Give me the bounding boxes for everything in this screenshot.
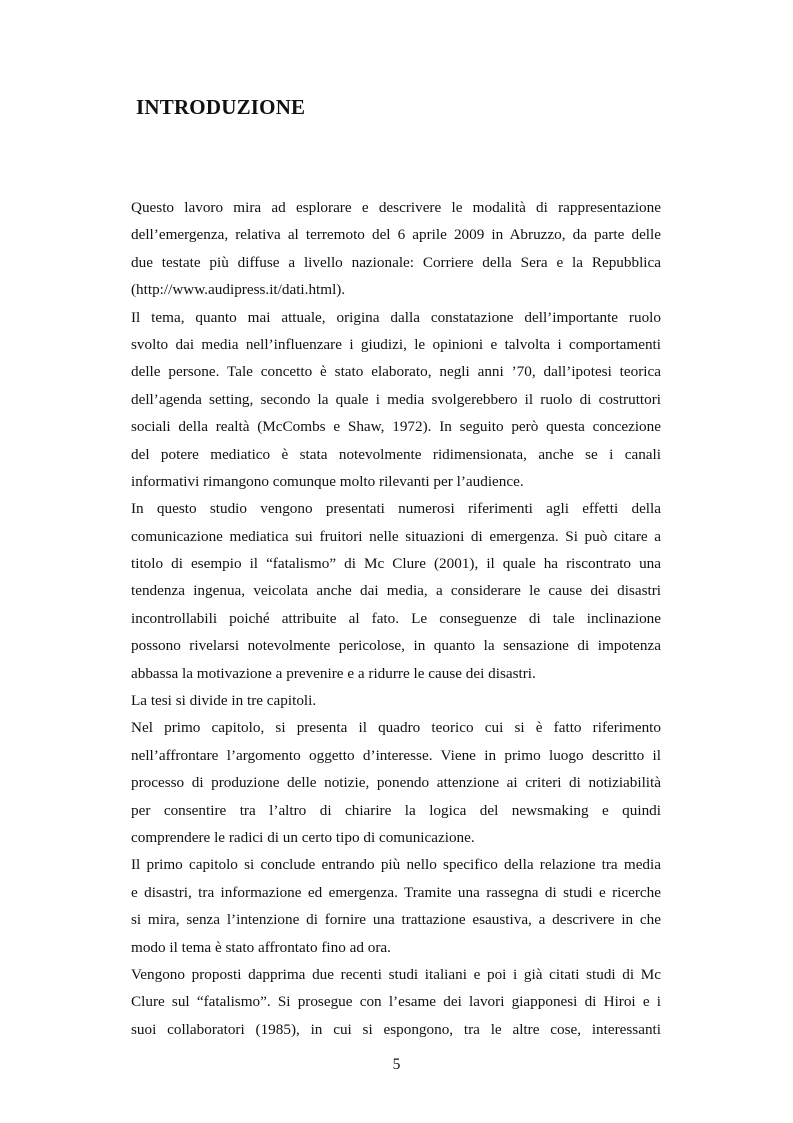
- text-line: possono rivelarsi notevolmente pericolose, in quanto la sensazione di impotenza: [131, 637, 661, 655]
- text-line: incontrollabili poiché attribuite al fato. Le conseguenze di tale inclinazione: [131, 609, 661, 627]
- text-line: Il primo capitolo si conclude entrando più nello specifico della relazione tra media: [131, 856, 661, 874]
- text-line: Questo lavoro mira ad esplorare e descrivere le modalità di rappresentazione: [131, 199, 661, 216]
- text-line: dell’emergenza, relativa al terremoto del 6 aprile 2009 in Abruzzo, da parte delle: [131, 226, 661, 244]
- text-line: modo il tema è stato affrontato fino ad ora.: [131, 938, 391, 956]
- text-line: Vengono proposti dapprima due recenti studi italiani e poi i già citati studi di Mc: [131, 965, 661, 983]
- text-line: informativi rimangono comunque molto rilevanti per l’audience.: [131, 472, 524, 490]
- text-line: e disastri, tra informazione ed emergenza. Tramite una rassegna di studi e ricerche: [131, 883, 661, 901]
- text-line: comprendere le radici di un certo tipo di comunicazione.: [131, 828, 475, 846]
- text-line: svolto dai media nell’influenzare i giudizi, le opinioni e talvolta i comportamenti: [131, 335, 661, 353]
- text-line: del potere mediatico è stata notevolmente ridimensionata, anche se i canali: [131, 445, 661, 463]
- text-line: Il tema, quanto mai attuale, origina dalla constatazione dell’importante ruolo: [131, 308, 661, 326]
- text-line: delle persone. Tale concetto è stato elaborato, negli anni ’70, dall’ipotesi teorica: [131, 363, 661, 381]
- text-line: tendenza ingenua, veicolata anche dai media, a considerare le cause dei disastri: [131, 582, 661, 600]
- text-line: titolo di esempio il “fatalismo” di Mc Clure (2001), il quale ha riscontrato una: [131, 555, 661, 573]
- text-line: sociali della realtà (McCombs e Shaw, 1972). In seguito però questa concezione: [131, 418, 661, 436]
- text-line: comunicazione mediatica sui fruitori nelle situazioni di emergenza. Si può citare a: [131, 527, 661, 545]
- text-line: due testate più diffuse a livello nazionale: Corriere della Sera e la Repubblica: [131, 253, 661, 271]
- page-number: 5: [392, 1056, 401, 1073]
- text-line: (http://www.audipress.it/dati.html).: [131, 281, 346, 299]
- text-line: suoi collaboratori (1985), in cui si espongono, tra le altre cose, interessanti: [131, 1020, 661, 1038]
- body-text: [131, 194, 661, 1043]
- text-line: nell’affrontare l’argomento oggetto d’interesse. Viene in primo luogo descritto il: [131, 746, 661, 764]
- text-line: si mira, senza l’intenzione di fornire una trattazione esaustiva, a descrivere in che: [131, 911, 661, 929]
- chapter-title: INTRODUZIONE: [136, 95, 306, 119]
- text-line: La tesi si divide in tre capitoli.: [131, 692, 317, 710]
- text-line: processo di produzione delle notizie, ponendo attenzione ai criteri di notiziabilità: [131, 774, 661, 792]
- text-line: per consentire tra l’altro di chiarire la logica del newsmaking e quindi: [131, 801, 661, 819]
- text-line: dell’agenda setting, secondo la quale i media svolgerebbero il ruolo di costruttori: [131, 390, 661, 408]
- text-line: In questo studio vengono presentati numerosi riferimenti agli effetti della: [131, 500, 661, 518]
- text-line: abbassa la motivazione a prevenire e a ridurre le cause dei disastri.: [131, 664, 536, 682]
- text-line: Nel primo capitolo, si presenta il quadro teorico cui si è fatto riferimento: [131, 719, 661, 737]
- text-line: Clure sul “fatalismo”. Si prosegue con l’esame dei lavori giapponesi di Hiroi e i: [131, 993, 661, 1011]
